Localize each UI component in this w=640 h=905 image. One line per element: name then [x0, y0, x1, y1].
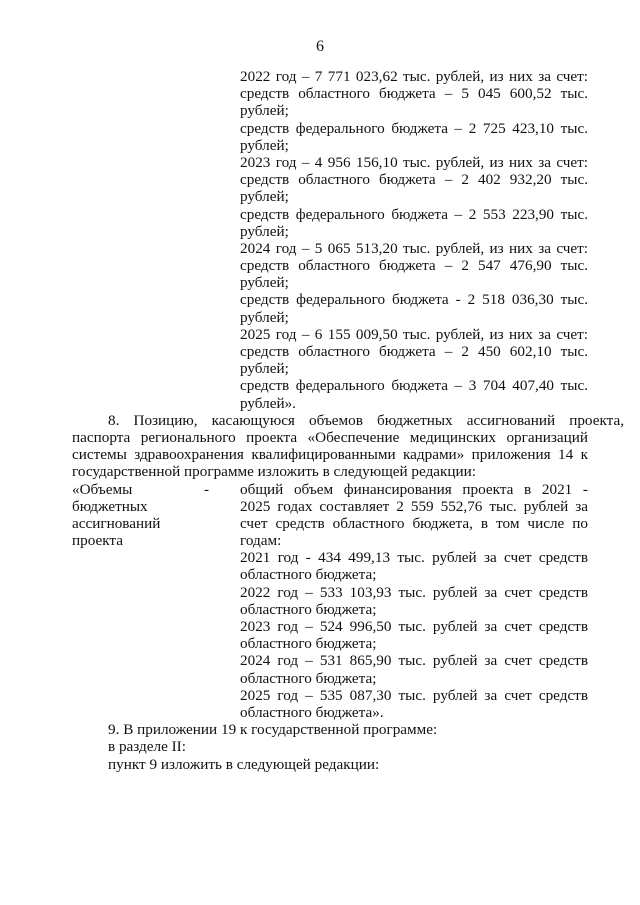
- table-label-line: бюджетных: [72, 497, 148, 515]
- table-label-line: ассигнований: [72, 514, 161, 532]
- table-label-line: «Объемы: [72, 480, 133, 498]
- budget-line: 2023 год – 4 956 156,10 тыс. рублей, из них за счет:: [240, 153, 588, 171]
- table-value-cell: [240, 481, 588, 722]
- table-value-line: общий объем финансирования проекта в 2021 -: [240, 480, 588, 498]
- table-value-line: областного бюджета;: [240, 566, 377, 584]
- budget-line: средств областного бюджета – 2 450 602,10 тыс.: [240, 343, 588, 360]
- item-8-line: паспорта регионального проекта «Обеспечение медицинских организаций: [72, 428, 588, 446]
- table-value-line: 2025 год – 535 087,30 тыс. рублей за счет средств: [240, 686, 588, 704]
- item-9-line: 9. В приложении 19 к государственной программе:: [108, 721, 438, 739]
- item-8-line: 8. Позицию, касающуюся объемов бюджетных ассигнований проекта,: [108, 411, 624, 429]
- budget-line: рублей;: [240, 360, 289, 378]
- table-dash: -: [204, 480, 210, 498]
- table-label-line: проекта: [72, 532, 123, 550]
- table-value-line: областного бюджета».: [240, 703, 384, 721]
- budget-line: средств областного бюджета – 2 402 932,20 тыс.: [240, 171, 588, 189]
- table-value-line: 2025 годах составляет 2 559 552,76 тыс. рублей за: [240, 497, 588, 515]
- budget-line: рублей;: [240, 188, 289, 206]
- item-9-line: пункт 9 изложить в следующей редакции:: [108, 755, 380, 773]
- budget-line: средств федерального бюджета – 2 725 423,10 тыс.: [240, 119, 588, 137]
- table-value-line: 2023 год – 524 996,50 тыс. рублей за счет средств: [240, 618, 588, 635]
- document-body: [72, 68, 624, 773]
- budget-line: 2022 год – 7 771 023,62 тыс. рублей, из них за счет:: [240, 68, 588, 85]
- budget-line: рублей;: [240, 136, 289, 154]
- table-label-cell: [72, 481, 240, 722]
- item-9-paragraph: [72, 721, 588, 773]
- budget-line: рублей;: [240, 222, 289, 240]
- budget-line: рублей;: [240, 274, 289, 292]
- table-value-line: годам:: [240, 532, 282, 550]
- table-value-line: областного бюджета;: [240, 669, 377, 687]
- table-value-line: областного бюджета;: [240, 635, 377, 653]
- budget-line: рублей;: [240, 102, 289, 120]
- budget-table-row: [72, 481, 588, 722]
- budget-line: средств областного бюджета – 2 547 476,90 тыс.: [240, 257, 588, 275]
- budget-line: средств областного бюджета – 5 045 600,52 тыс.: [240, 85, 588, 103]
- page-number: 6: [316, 38, 324, 55]
- budget-line: рублей;: [240, 308, 289, 326]
- budget-continuation-block: [240, 68, 588, 412]
- budget-line: 2024 год – 5 065 513,20 тыс. рублей, из них за счет:: [240, 239, 588, 257]
- table-value-line: областного бюджета;: [240, 600, 377, 618]
- item-8-paragraph: [72, 411, 624, 481]
- table-value-line: 2022 год – 533 103,93 тыс. рублей за счет средств: [240, 583, 588, 601]
- budget-line: рублей».: [240, 394, 296, 412]
- item-9-line: в разделе II:: [108, 738, 186, 756]
- table-value-line: счет средств областного бюджета, в том числе по: [240, 514, 588, 532]
- item-8-line: системы здравоохранения квалифицированными кадрами» приложения 14 к: [72, 446, 588, 464]
- table-value-line: 2021 год - 434 499,13 тыс. рублей за счет средств: [240, 549, 588, 567]
- budget-line: 2025 год – 6 155 009,50 тыс. рублей, из них за счет:: [240, 325, 588, 343]
- budget-line: средств федерального бюджета - 2 518 036,30 тыс.: [240, 291, 588, 309]
- budget-line: средств федерального бюджета – 3 704 407,40 тыс.: [240, 377, 588, 395]
- item-8-line: государственной программе изложить в следующей редакции:: [72, 463, 477, 481]
- table-value-line: 2024 год – 531 865,90 тыс. рублей за счет средств: [240, 652, 588, 670]
- budget-line: средств федерального бюджета – 2 553 223,90 тыс.: [240, 205, 588, 223]
